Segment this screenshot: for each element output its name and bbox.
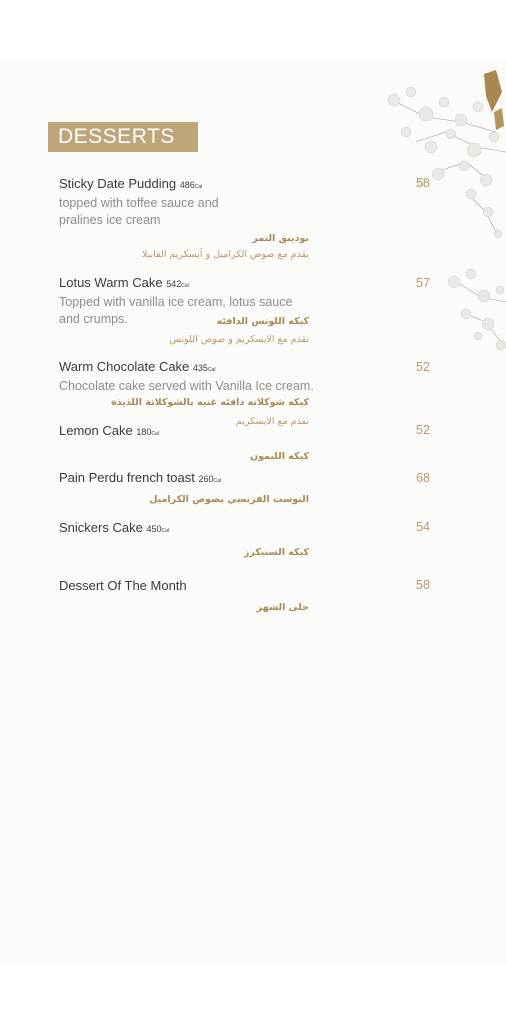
item-arabic-name: كيكه السنيكرز [243, 547, 309, 558]
item-description: Chocolate cake served with Vanilla Ice cream. [59, 379, 314, 393]
item-description: pralines ice cream [59, 213, 161, 227]
item-arabic-name: كيكه اللوتس الدافئه [216, 316, 309, 327]
item-description: topped with toffee sauce and [59, 196, 219, 210]
item-price: 54 [416, 520, 430, 534]
item-calories: 542Cal [166, 279, 189, 289]
item-arabic-name: كيكه شوكلاته دافئه غنيه بالشوكلاتة اللذيذة [111, 397, 309, 408]
item-price: 52 [416, 360, 430, 374]
item-arabic-name: بودينق التمر [252, 233, 309, 244]
item-name: Lotus Warm Cake [59, 275, 163, 290]
item-calories: 435Cal [192, 363, 216, 373]
menu-item-pain-perdu [59, 470, 449, 508]
item-name: Snickers Cake [59, 520, 143, 535]
item-arabic-description: يقدم مع صوص الكراميل و آيسكريم الفانيلا [141, 249, 309, 260]
item-calories: 260Cal [198, 474, 222, 484]
item-arabic-name: حلى الشهر [256, 602, 309, 613]
item-arabic-name: كيكه الليمون [249, 451, 309, 462]
section-title: DESSERTS [58, 125, 175, 148]
menu-page [0, 62, 506, 964]
menu-item-dessert-of-the-month [59, 578, 449, 616]
menu-item-warm-chocolate-cake [59, 359, 449, 430]
item-description: Topped with vanilla ice cream, lotus sauce [59, 295, 293, 309]
item-name: Pain Perdu french toast [59, 470, 195, 485]
item-price: 57 [416, 276, 430, 290]
item-price: 52 [416, 423, 430, 437]
item-price: 58 [416, 176, 430, 190]
item-arabic-description: تقدم مع الايسكريم و صوص اللوتس [169, 334, 309, 345]
item-price: 58 [416, 578, 430, 592]
item-calories: 486Cal [179, 180, 203, 190]
item-name: Sticky Date Pudding [59, 176, 177, 191]
item-name: Dessert Of The Month [59, 578, 187, 593]
item-arabic-description: تقدم مع الايسكريم [235, 416, 309, 427]
menu-item-lotus-warm-cake [59, 275, 449, 348]
menu-item-snickers-cake [59, 520, 449, 561]
item-description: and crumps. [59, 312, 128, 326]
item-calories: 180Cal [136, 427, 159, 437]
item-price: 68 [416, 471, 430, 485]
item-arabic-name: التوست الفرنسي بصوص الكراميل [149, 494, 309, 505]
item-calories: 450Cal [146, 524, 169, 534]
item-name: Lemon Cake [59, 423, 133, 438]
item-name: Warm Chocolate Cake [59, 359, 190, 374]
menu-item-lemon-cake [59, 423, 449, 465]
menu-item-sticky-date-pudding [59, 176, 449, 263]
